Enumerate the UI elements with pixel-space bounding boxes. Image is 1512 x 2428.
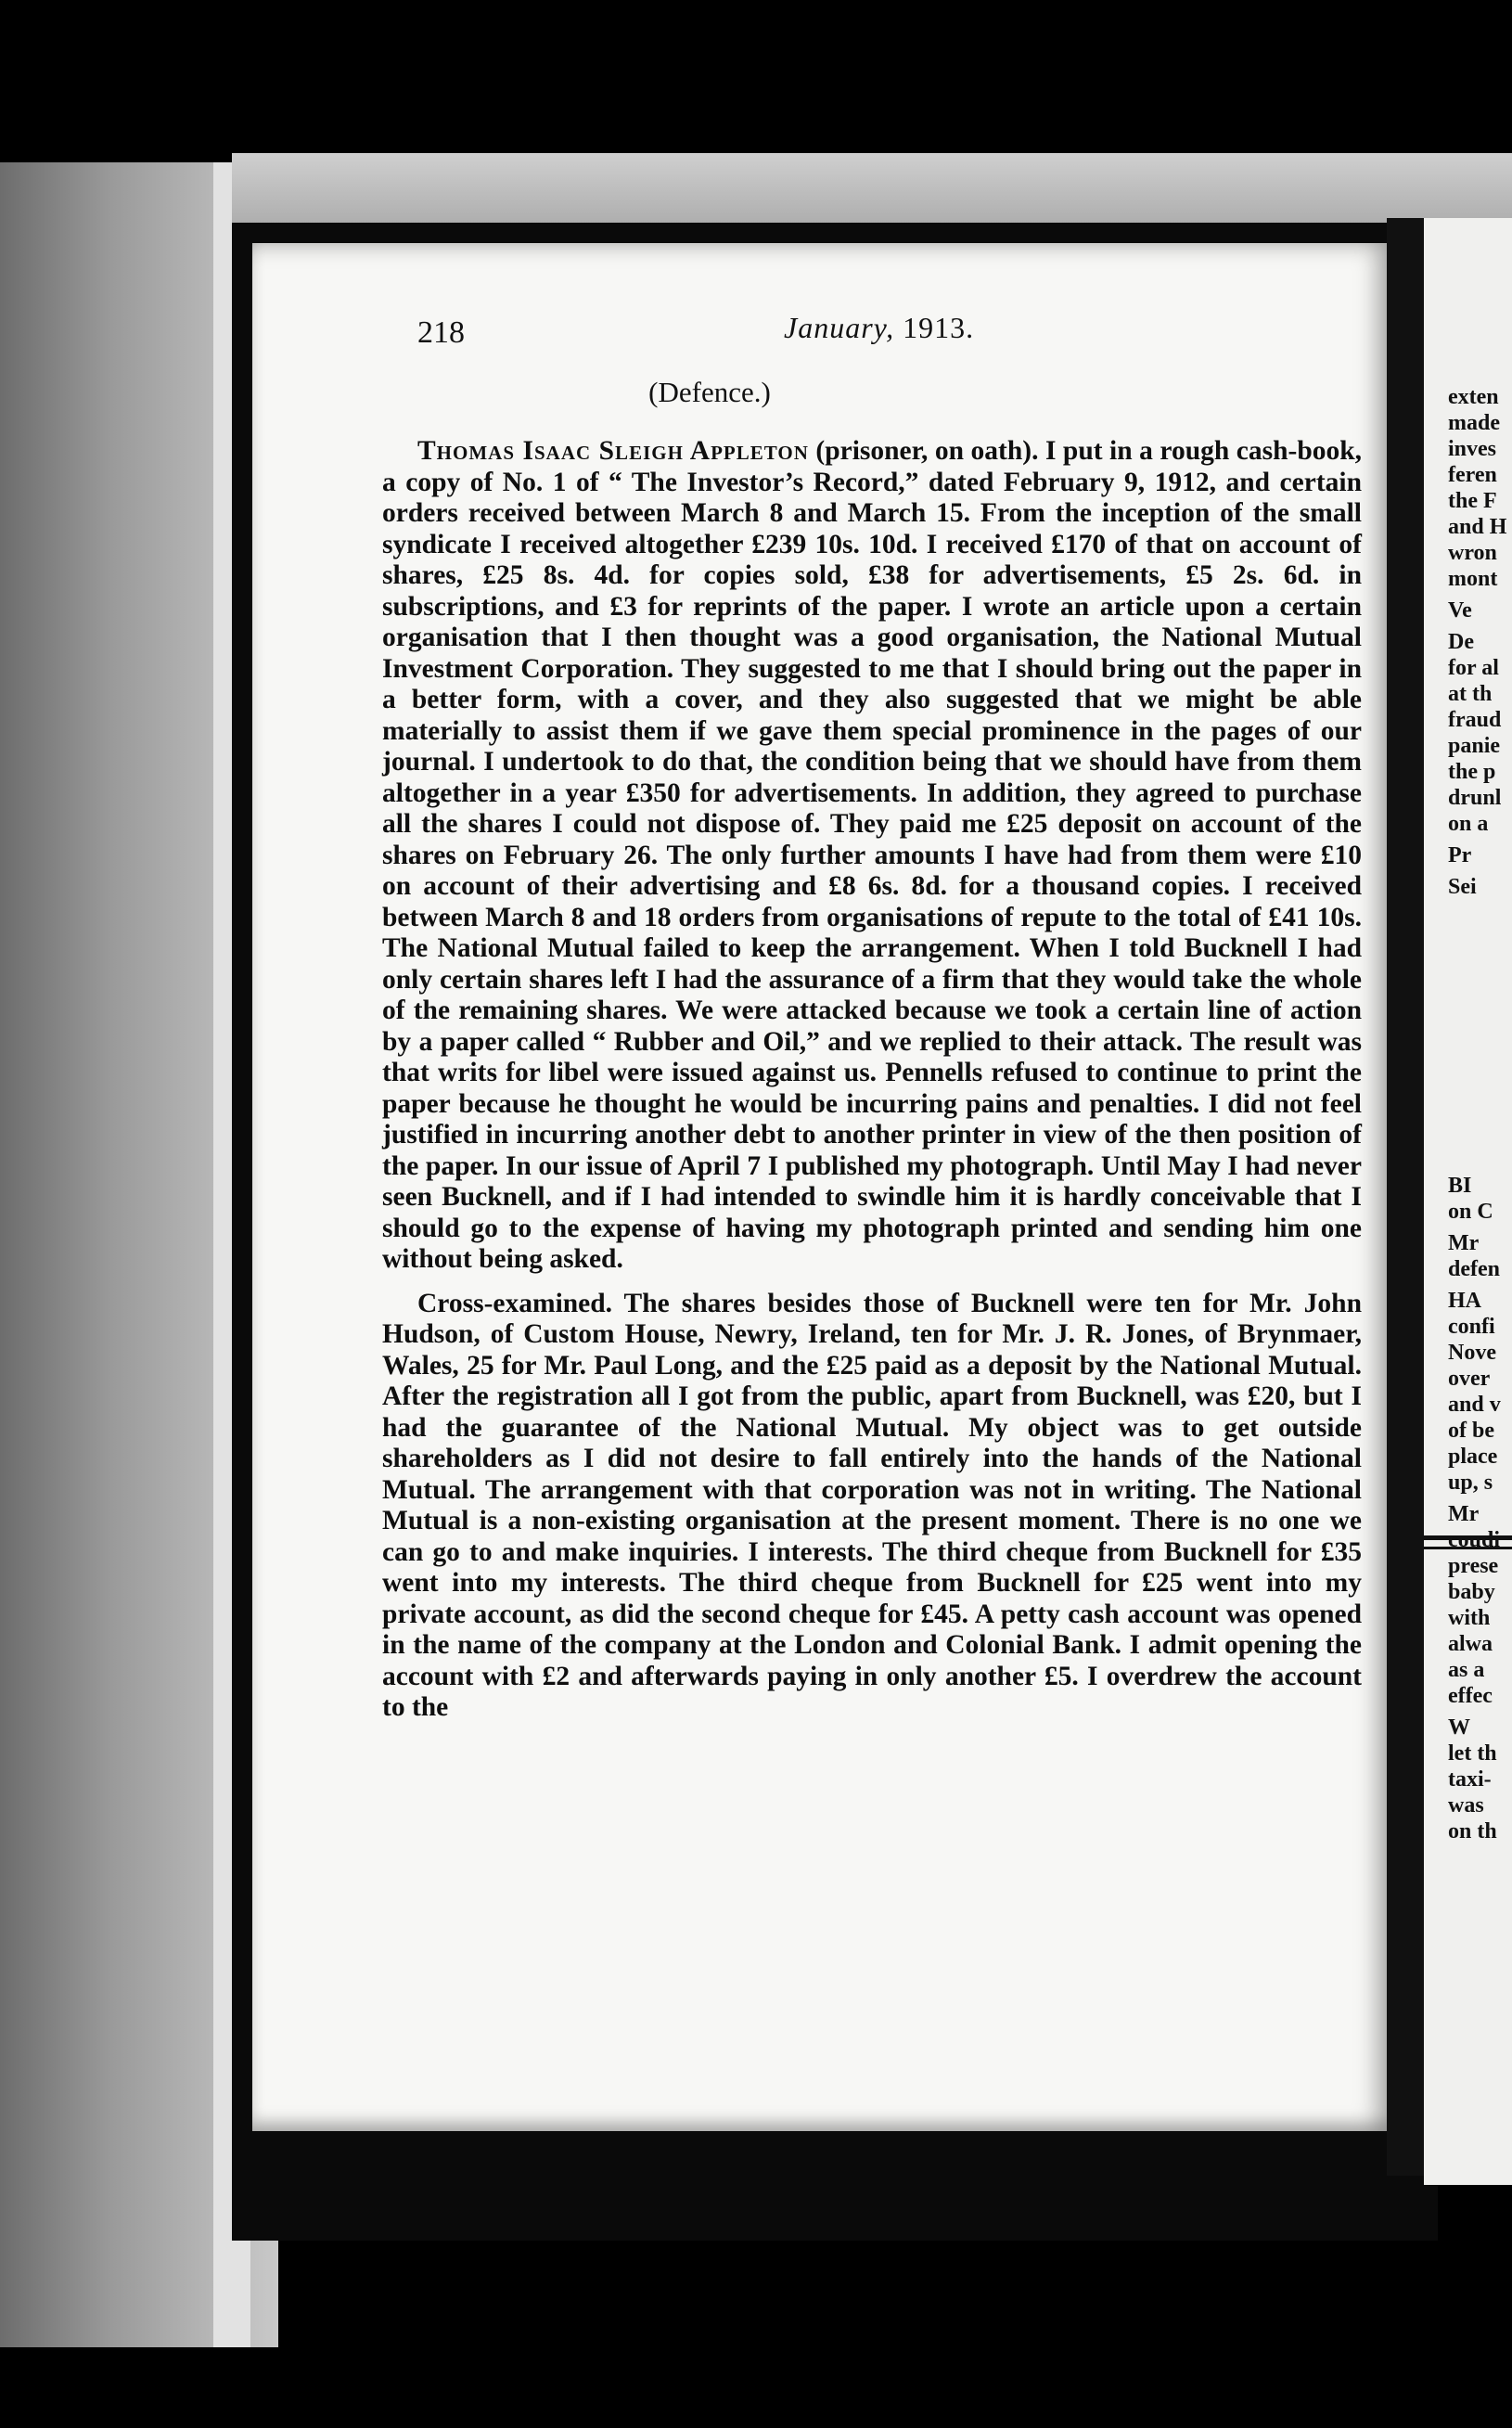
next-page-line: on C	[1448, 1200, 1493, 1224]
page-date-month: January,	[784, 311, 895, 344]
next-page-line: was	[1448, 1793, 1484, 1818]
next-page-line: over	[1448, 1367, 1491, 1391]
next-page-line: Mr	[1448, 1502, 1480, 1526]
next-page-line: made	[1448, 411, 1500, 435]
next-page-line: W	[1448, 1715, 1470, 1740]
next-page-line: Pr	[1448, 843, 1472, 867]
page-date-year: 1913.	[903, 311, 975, 344]
next-page-line: alwa	[1448, 1632, 1493, 1656]
page-date	[784, 311, 974, 345]
speaker-name: Thomas Isaac Sleigh Appleton	[417, 436, 809, 466]
section-heading: (Defence.)	[648, 376, 771, 408]
next-page-line: up, s	[1448, 1471, 1493, 1495]
next-page-line: defen	[1448, 1257, 1500, 1281]
next-page-line: feren	[1448, 463, 1497, 487]
next-page-line: at th	[1448, 682, 1493, 706]
page-number: 218	[417, 315, 465, 350]
next-page-line: for al	[1448, 656, 1499, 680]
next-page-line: mont	[1448, 567, 1498, 591]
next-page-line: BI	[1448, 1174, 1472, 1198]
next-page-fragment	[1424, 218, 1512, 2185]
next-page-line: baby	[1448, 1580, 1495, 1604]
next-page-line: HA	[1448, 1289, 1481, 1313]
next-page-line: the p	[1448, 760, 1496, 784]
next-page-line: coudi	[1448, 1528, 1501, 1552]
next-page-line: inves	[1448, 437, 1497, 461]
next-page-line: drunl	[1448, 786, 1502, 810]
next-page-line: and H	[1448, 515, 1507, 539]
next-page-line: let th	[1448, 1741, 1497, 1766]
next-page-line: of be	[1448, 1419, 1494, 1443]
next-page-line: confi	[1448, 1315, 1495, 1339]
paragraph-cross-examination	[382, 1289, 1362, 1724]
next-page-line: prese	[1448, 1554, 1499, 1578]
next-page-line: as a	[1448, 1658, 1485, 1682]
next-page-line: and v	[1448, 1393, 1501, 1417]
next-page-line: with	[1448, 1606, 1491, 1630]
paragraph-testimony	[382, 436, 1362, 1276]
next-page-line: Mr	[1448, 1231, 1480, 1255]
next-page-line: Sei	[1448, 875, 1477, 899]
next-page-line: Ve	[1448, 598, 1472, 623]
next-page-line: on th	[1448, 1819, 1497, 1843]
body-text	[382, 436, 1362, 1724]
next-page-line: on a	[1448, 812, 1489, 836]
next-page-line: place	[1448, 1445, 1498, 1469]
next-page-line: De	[1448, 630, 1474, 654]
paragraph-text: (prisoner, on oath). I put in a rough cash-book, a copy of No. 1 of “ The Investor’s Record,” dated February 9, 1912, and certain orders received between March 8 and March 15. From the inception of the small syndicate I received altogether £239 10s. 10d. I received £170 of that on account of shares, £25 8s. 4d. for copies sold, £38 for advertisements, £5 2s. 6d. in subscriptions, and £3 for reprints of the paper. I wrote an article upon a certain organisation that I then thought was a good organisation, the National Mutual Investment Corporation. They suggested to me that I should bring out the paper in a better form, with a cover, and they also suggested that we might be able materially to assist them if we gave them special prominence in the pages of our journal. I undertook to do that, the condition being that we should have from them altogether in a year £350 for advertisements. In addition, they agreed to purchase all the shares I could not dispose of. They paid me £25 deposit on account of the shares on February 26. The only further amounts I have had from them were £10 on account of their advertising and £8 6s. 8d. for a thousand copies. I received between March 8 and 18 orders from organisations of repute to the total of £41 10s. The National Mutual failed to keep the arrangement. When I told Bucknell I had only certain shares left I had the assurance of a firm that they would take the whole of the remaining shares. We were attacked because we took a certain line of action by a paper called “ Rubber and Oil,” and we replied to their attack. The result was that writs for libel were issued against us. Pennells refused to continue to print the paper because he thought he would be incurring pains and penalties. I did not feel justified in incurring another debt to another printer in view of the then position of the paper. In our issue of April 7 I published my photograph. Until May I had never seen Bucknell, and if I had intended to swindle him it is hardly conceivable that I should go to the expense of having my photograph printed and sending him one without being asked.	[382, 436, 1363, 1274]
paragraph-text: Cross-examined. The shares besides those of Bucknell were ten for Mr. John Hudson, of Custom House, Newry, Ireland, ten for Mr. J. R. Jones, of Brynmaer, Wales, 25 for Mr. Paul Long, and the £25 paid as a deposit by the National Mutual. After the registration all I got from the public, apart from Bucknell, was £20, but I had the guarantee of the National Mutual. My object was to get outside shareholders as I did not desire to fall entirely into the hands of the National Mutual. The arrangement with that corporation was not in writing. The National Mutual is a non-existing organisation at the present moment. There is no one we can go to and make inquiries. I interests. The third cheque from Bucknell for £35 went into my interests. The third cheque from Bucknell for £25 went into my private account, as did the second cheque for £45. A petty cash account was opened in the name of the company at the London and Colonial Bank. I admit opening the account with £2 and afterwards paying in only another £5. I overdrew the account to the	[382, 1288, 1362, 1722]
next-page-line: fraud	[1448, 708, 1502, 732]
next-page-line: Nove	[1448, 1341, 1496, 1365]
next-page-line: wron	[1448, 541, 1497, 565]
next-page-line: effec	[1448, 1684, 1493, 1708]
page-gutter	[1387, 218, 1424, 2176]
next-page-line: exten	[1448, 385, 1499, 409]
next-page-line: the F	[1448, 489, 1497, 513]
next-page-line: panie	[1448, 734, 1501, 758]
next-page-line: taxi-	[1448, 1767, 1492, 1792]
